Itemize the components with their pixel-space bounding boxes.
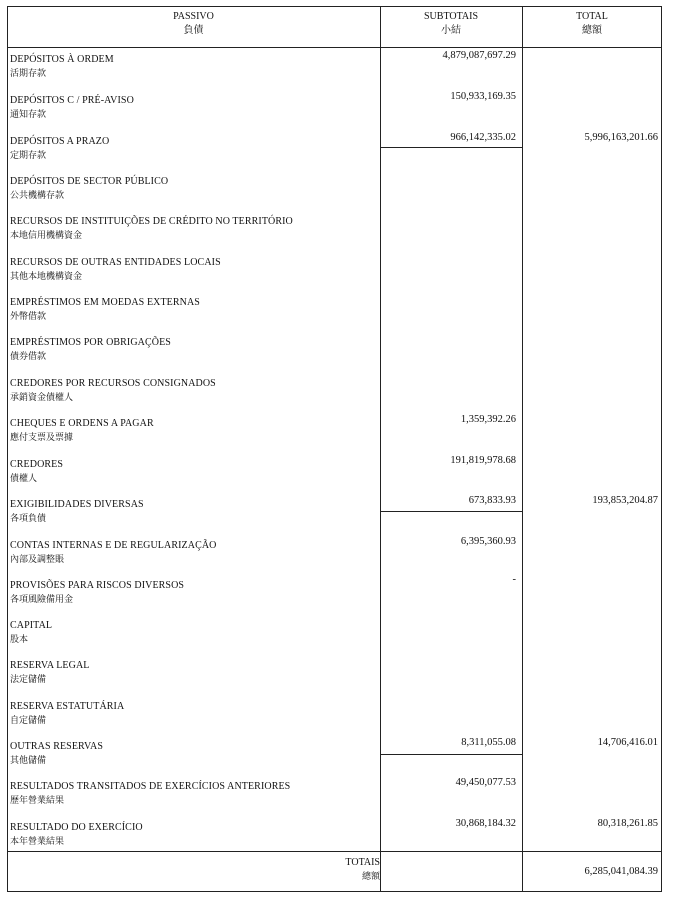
column-divider-total (522, 6, 523, 892)
total-value: 5,996,163,201.66 (584, 132, 658, 143)
row-credores: CREDORES 債權人 (10, 459, 64, 484)
row-resultado-exercicio: RESULTADO DO EXERCÍCIO 本年營業結果 (10, 822, 143, 847)
row-recursos-instituicoes: RECURSOS DE INSTITUIÇÕES DE CRÉDITO NO TERRITÓRIO 本地信用機構資金 (10, 216, 293, 241)
subtotal-value: 1,359,392.26 (460, 414, 516, 425)
subtotal-value: 6,395,360.93 (460, 536, 516, 547)
row-credores-consignados: CREDORES POR RECURSOS CONSIGNADOS 承銷資金債權人 (10, 378, 216, 403)
row-recursos-outras-entidades: RECURSOS DE OUTRAS ENTIDADES LOCAIS 其他本地機構資金 (10, 257, 221, 282)
total-value: 14,706,416.01 (597, 737, 658, 748)
row-depositos-prazo: DEPÓSITOS A PRAZO 定期存款 (10, 136, 110, 161)
subtotal-value: 673,833.93 (468, 495, 516, 506)
row-emprestimos-obrigacoes: EMPRÉSTIMOS POR OBRIGAÇÕES 債券借款 (10, 337, 171, 362)
totals-rule (7, 851, 662, 852)
column-divider-subtotal (380, 6, 381, 892)
subtotal-value: 150,933,169.35 (450, 91, 516, 102)
row-resultados-transitados: RESULTADOS TRANSITADOS DE EXERCÍCIOS ANTERIORES 歷年營業結果 (10, 781, 291, 806)
grand-total-value: 6,285,041,084.39 (584, 866, 658, 877)
subtotal-value: 30,868,184.32 (455, 818, 516, 829)
row-cheques-ordens: CHEQUES E ORDENS A PAGAR 應付支票及票據 (10, 418, 154, 443)
total-value: 193,853,204.87 (592, 495, 658, 506)
row-contas-internas: CONTAS INTERNAS E DE REGULARIZAÇÃO 內部及調整賬 (10, 540, 217, 565)
subtotal-value: 8,311,055.08 (461, 737, 516, 748)
subtotal-value: 966,142,335.02 (450, 132, 516, 143)
row-reserva-estatutaria: RESERVA ESTATUTÁRIA 自定儲備 (10, 701, 125, 726)
subtotal-rule (380, 511, 522, 512)
header-passivo: PASSIVO 負債 (173, 11, 214, 36)
row-exigibilidades: EXIGIBILIDADES DIVERSAS 各項負債 (10, 499, 144, 524)
row-emprestimos-moedas: EMPRÉSTIMOS EM MOEDAS EXTERNAS 外幣借款 (10, 297, 200, 322)
row-depositos-sector-publico: DEPÓSITOS DE SECTOR PÚBLICO 公共機構存款 (10, 176, 169, 201)
subtotal-value: 49,450,077.53 (455, 777, 516, 788)
subtotal-rule (380, 754, 522, 755)
row-capital: CAPITAL 股本 (10, 620, 53, 645)
header-rule (7, 47, 662, 48)
subtotal-rule (380, 147, 522, 148)
row-outras-reservas: OUTRAS RESERVAS 其他儲備 (10, 741, 104, 766)
subtotal-value: 4,879,087,697.29 (442, 50, 516, 61)
subtotal-value: 191,819,978.68 (450, 455, 516, 466)
totais-label: TOTAIS 總額 (345, 857, 380, 882)
header-subtotais: SUBTOTAIS 小結 (423, 11, 479, 36)
row-depositos-ordem: DEPÓSITOS À ORDEM 活期存款 (10, 54, 114, 79)
row-provisoes: PROVISÕES PARA RISCOS DIVERSOS 各項風險備用金 (10, 580, 185, 605)
row-depositos-pre-aviso: DEPÓSITOS C / PRÉ-AVISO 通知存款 (10, 95, 134, 120)
total-value: 80,318,261.85 (597, 818, 658, 829)
header-total: TOTAL 總額 (576, 11, 608, 36)
row-reserva-legal: RESERVA LEGAL 法定儲備 (10, 660, 90, 685)
subtotal-value: - (512, 574, 516, 585)
